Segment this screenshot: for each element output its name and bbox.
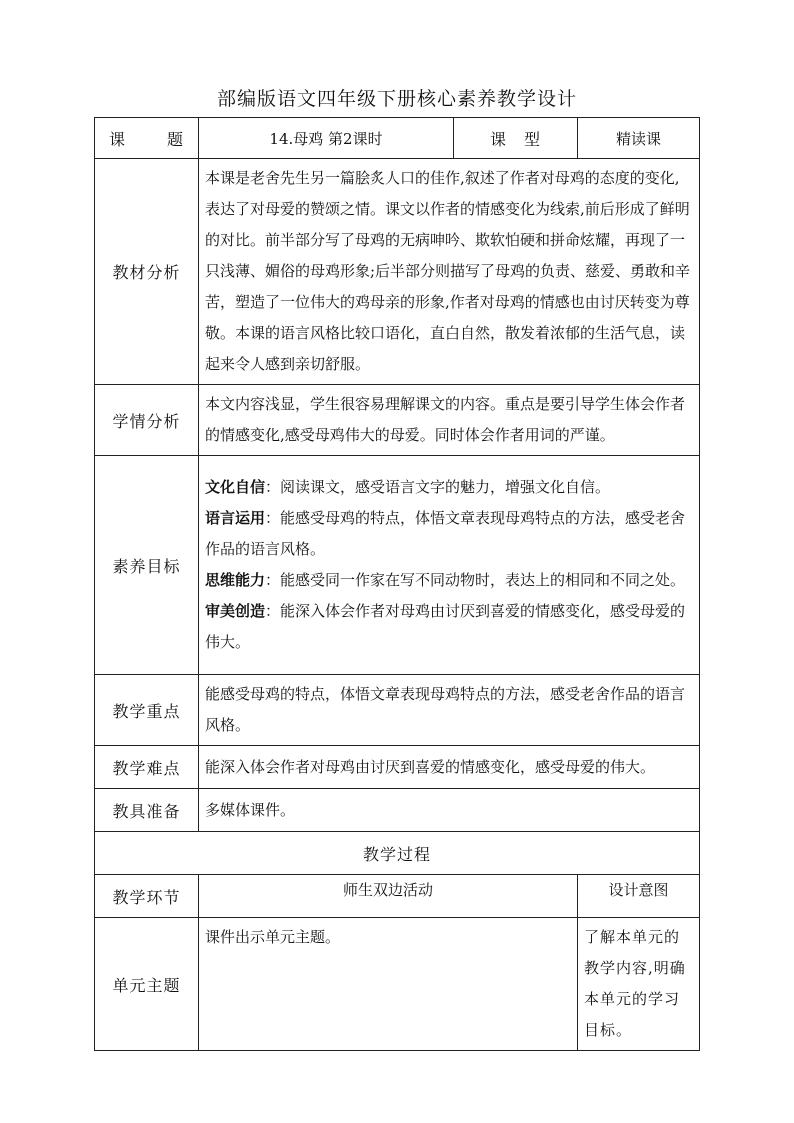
process-heading: 教学过程 (95, 832, 700, 875)
key-point-label: 教学重点 (95, 675, 199, 746)
literacy-goals-label: 素养目标 (95, 456, 199, 675)
difficulty-text: 能深入体会作者对母鸡由讨厌到喜爱的情感变化，感受母爱的伟大。 (199, 746, 700, 789)
lesson-row (95, 118, 700, 159)
goal-item (205, 596, 693, 658)
key-point-text: 能感受母鸡的特点，体悟文章表现母鸡特点的方法，感受老舍作品的语言风格。 (199, 675, 700, 746)
process-header-row (95, 875, 700, 918)
goal-text: ：能感受母鸡的特点，体悟文章表现母鸡特点的方法，感受老舍作品的语言风格。 (205, 509, 686, 558)
goal-item (205, 472, 693, 503)
textbook-analysis-row (95, 159, 700, 385)
lesson-value: 14.母鸡 第2课时 (199, 118, 454, 159)
key-point-row (95, 675, 700, 746)
goal-text: ：阅读课文，感受语言文字的魅力，增强文化自信。 (265, 478, 611, 496)
difficulty-label: 教学难点 (95, 746, 199, 789)
process-col-activity: 师生双边活动 (199, 875, 578, 918)
process-heading-row (95, 832, 700, 875)
goal-text: ：能感受同一作家在写不同动物时，表达上的相同和不同之处。 (265, 571, 686, 589)
process-col-intent: 设计意图 (578, 875, 700, 918)
literacy-goals-row (95, 456, 700, 675)
literacy-goals-list (199, 456, 700, 675)
unit-theme-row (95, 918, 700, 1051)
document-title: 部编版语文四年级下册核心素养教学设计 (216, 88, 577, 110)
goal-text: ：能深入体会作者对母鸡由讨厌到喜爱的情感变化，感受母爱的伟大。 (205, 602, 686, 651)
textbook-analysis-text: 本课是老舍先生另一篇脍炙人口的佳作,叙述了作者对母鸡的态度的变化,表达了对母爱的赞颂之情。课文以作者的情感变化为线索,前后形成了鲜明的对比。前半部分写了母鸡的无病呻吟、欺软怕硬和拼命炫耀，再现了一只浅薄、媚俗的母鸡形象;后半部分则描写了母鸡的负责、慈爱、勇敢和辛苦，塑造了一位伟大的鸡母亲的形象,作者对母鸡的情感也由讨厌转变为尊敬。本课的语言风格比较口语化，直白自然，散发着浓郁的生活气息，读起来令人感到亲切舒服。 (199, 159, 700, 385)
materials-text: 多媒体课件。 (199, 789, 700, 832)
lesson-label: 课 题 (95, 118, 199, 159)
unit-theme-intent: 了解本单元的教学内容,明确本单元的学习目标。 (578, 918, 700, 1051)
goal-head: 语言运用 (205, 509, 266, 527)
goal-head: 审美创造 (205, 602, 266, 620)
lesson-type-label: 课 型 (454, 118, 578, 159)
goal-item (205, 565, 693, 596)
textbook-analysis-label: 教材分析 (95, 159, 199, 385)
goal-head: 文化自信 (205, 478, 266, 496)
goal-item (205, 503, 693, 565)
student-analysis-row (95, 385, 700, 456)
goal-head: 思维能力 (205, 571, 266, 589)
student-analysis-label: 学情分析 (95, 385, 199, 456)
materials-row (95, 789, 700, 832)
student-analysis-text: 本文内容浅显，学生很容易理解课文的内容。重点是要引导学生体会作者的情感变化,感受母鸡伟大的母爱。同时体会作者用词的严谨。 (199, 385, 700, 456)
unit-theme-activity: 课件出示单元主题。 (199, 918, 578, 1051)
unit-theme-label: 单元主题 (95, 918, 199, 1051)
process-col-stage: 教学环节 (95, 875, 199, 918)
materials-label: 教具准备 (95, 789, 199, 832)
lesson-type-value: 精读课 (578, 118, 700, 159)
lesson-plan-table (94, 117, 700, 1051)
difficulty-row (95, 746, 700, 789)
